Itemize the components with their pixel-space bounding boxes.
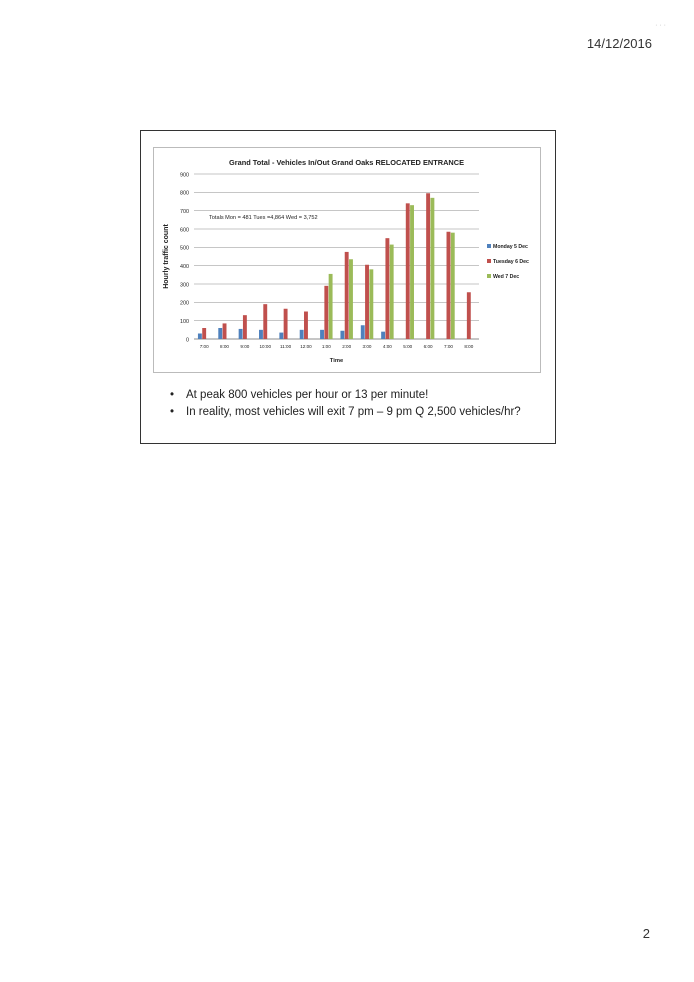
bar-wed-7-dec-10 — [410, 205, 414, 339]
legend-entry: Monday 5 Dec — [493, 244, 528, 250]
bar-monday-5-dec-6 — [320, 330, 324, 339]
bar-monday-5-dec-1 — [218, 328, 222, 339]
bar-monday-5-dec-2 — [239, 329, 243, 339]
bar-monday-5-dec-5 — [300, 330, 304, 339]
bar-wed-7-dec-11 — [430, 198, 434, 339]
x-tick-label: 2:00 — [342, 344, 352, 349]
y-tick-label: 700 — [180, 208, 189, 215]
bar-tuesday-6-dec-4 — [284, 309, 288, 339]
bar-tuesday-6-dec-9 — [385, 238, 389, 339]
traffic-bar-chart — [154, 148, 542, 374]
bar-monday-5-dec-7 — [340, 331, 344, 339]
bar-tuesday-6-dec-3 — [263, 304, 267, 339]
totals-annotation: Totals Mon = 481 Tues =4,864 Wed = 3,752 — [209, 214, 318, 221]
bar-tuesday-6-dec-8 — [365, 265, 369, 339]
legend-entry: Tuesday 6 Dec — [493, 259, 529, 265]
legend-layer — [487, 244, 529, 280]
x-tick-label: 3:00 — [362, 344, 372, 349]
bar-tuesday-6-dec-12 — [447, 232, 451, 339]
y-tick-label: 500 — [180, 245, 189, 252]
y-tick-label: 100 — [180, 318, 189, 325]
x-tick-label: 8:00 — [220, 344, 230, 349]
grid-layer — [194, 174, 479, 339]
x-tick-label: 7:00 — [443, 344, 453, 349]
bullet-item — [170, 389, 521, 401]
page-date: 14/12/2016 — [586, 36, 652, 51]
chart-frame — [153, 147, 541, 373]
y-tick-label: 0 — [186, 337, 189, 344]
x-tick-label: 9:00 — [240, 344, 250, 349]
x-tick-label: 12:00 — [300, 344, 312, 349]
x-tick-label: 1:00 — [321, 344, 331, 349]
bar-tuesday-6-dec-7 — [345, 252, 349, 339]
bullet-dot: • — [170, 389, 175, 401]
bar-monday-5-dec-3 — [259, 330, 263, 339]
bar-monday-5-dec-8 — [361, 325, 365, 339]
x-tick-label: 11:00 — [280, 344, 292, 349]
bullet-text: At peak 800 vehicles per hour or 13 per minute! — [186, 389, 429, 401]
bar-tuesday-6-dec-11 — [426, 193, 430, 339]
legend-swatch — [487, 244, 491, 248]
x-tick-label: 8:00 — [464, 344, 474, 349]
bar-wed-7-dec-7 — [349, 259, 353, 339]
bar-tuesday-6-dec-0 — [202, 328, 206, 339]
slide-bullets — [170, 389, 521, 423]
bar-tuesday-6-dec-6 — [324, 286, 328, 339]
bar-monday-5-dec-4 — [279, 333, 283, 339]
y-tick-label: 400 — [180, 263, 189, 270]
bar-wed-7-dec-9 — [390, 245, 394, 339]
legend-swatch — [487, 274, 491, 278]
y-tick-label: 600 — [180, 227, 189, 234]
bullet-text: In reality, most vehicles will exit 7 pm – 9 pm Q 2,500 vehicles/hr? — [186, 406, 521, 418]
y-tick-label: 300 — [180, 282, 189, 289]
bar-wed-7-dec-12 — [451, 233, 455, 339]
x-tick-label: 5:00 — [403, 344, 413, 349]
bar-tuesday-6-dec-2 — [243, 315, 247, 339]
y-axis-label: Hourly traffic count — [163, 224, 170, 289]
chart-title: Grand Total - Vehicles In/Out Grand Oaks RELOCATED ENTRANCE — [228, 158, 465, 167]
x-tick-label: 7:00 — [199, 344, 209, 349]
bar-tuesday-6-dec-10 — [406, 203, 410, 339]
bullet-dot: • — [170, 406, 175, 418]
y-tick-label: 200 — [180, 300, 189, 307]
legend-entry: Wed 7 Dec — [493, 274, 520, 280]
bar-tuesday-6-dec-1 — [223, 323, 227, 339]
bar-tuesday-6-dec-13 — [467, 292, 471, 339]
x-tick-label: 10:00 — [259, 344, 271, 349]
bullet-item — [170, 406, 521, 418]
y-tick-label: 900 — [180, 172, 189, 179]
page-number: 2 — [642, 926, 650, 941]
x-tick-label: 6:00 — [423, 344, 433, 349]
x-axis-label: Time — [329, 358, 344, 364]
bar-wed-7-dec-6 — [329, 274, 333, 339]
bar-monday-5-dec-9 — [381, 332, 385, 339]
y-tick-label: 800 — [180, 190, 189, 197]
bar-monday-5-dec-0 — [198, 334, 202, 340]
legend-swatch — [487, 259, 491, 263]
bar-wed-7-dec-8 — [369, 269, 373, 339]
x-tick-label: 4:00 — [382, 344, 392, 349]
bar-tuesday-6-dec-5 — [304, 312, 308, 340]
scan-artifact: · · · — [655, 22, 666, 29]
